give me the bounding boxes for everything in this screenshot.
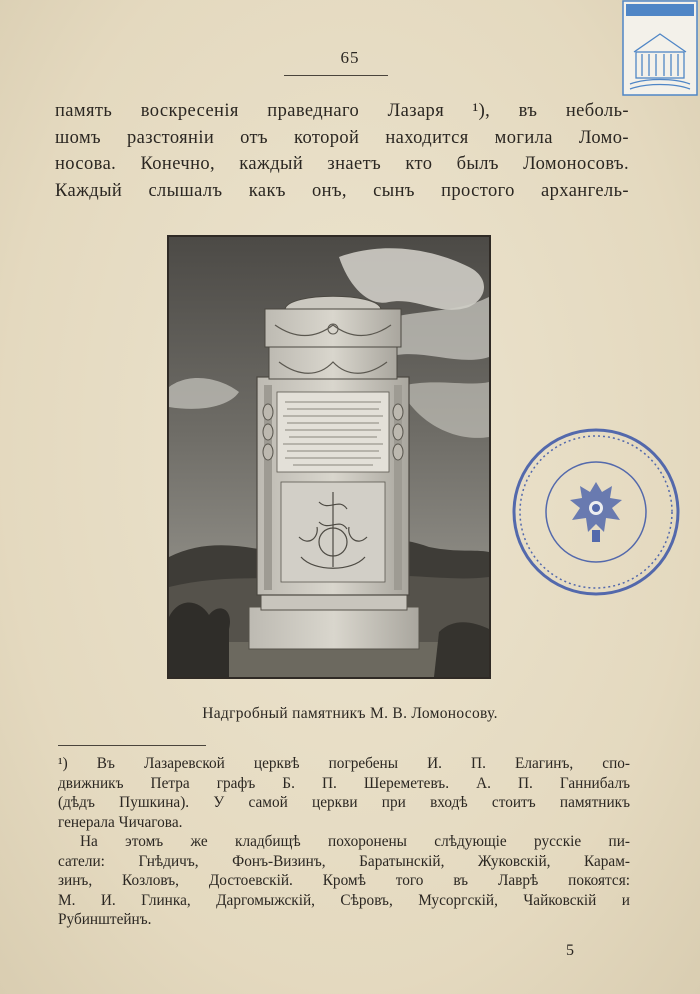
- footnote-paragraph: [58, 832, 630, 930]
- body-paragraph: [55, 98, 629, 204]
- institution-stamp: [510, 426, 682, 598]
- footnote-line: Рубинштейнъ.: [58, 911, 152, 928]
- body-line: Каждый слышалъ какъ онъ, сынъ простого архангель-: [55, 180, 629, 201]
- library-building-icon: [622, 0, 698, 96]
- header-rule: [284, 75, 388, 76]
- footnote-line: ¹) Въ Лазаревской церквѣ погребены И. П. Елагинъ, спо-: [58, 755, 630, 772]
- footnote-rule: [58, 745, 206, 746]
- printer-signature-mark: 5: [566, 942, 574, 959]
- tombstone-illustration: [169, 237, 489, 677]
- monument-engraving: [167, 235, 491, 679]
- footnote-paragraph: [58, 754, 630, 832]
- footnote-line: На этомъ же кладбищѣ похоронены слѣдующіе русскіе пи-: [80, 833, 630, 850]
- footnote-line: сатели: Гнѣдичъ, Фонъ-Визинъ, Баратынскій, Жуковскій, Карам-: [58, 852, 630, 870]
- body-line: память воскресенія праведнаго Лазаря ¹), въ неболь-: [55, 101, 629, 121]
- page-number: 65: [340, 48, 360, 67]
- eagle-seal-icon: [510, 426, 682, 598]
- footnote-line: зинъ, Козловъ, Достоевскій. Кромѣ того въ Лаврѣ покоятся:: [58, 872, 630, 889]
- body-line: носова. Конечно, каждый знаетъ кто былъ Ломоносовъ.: [55, 154, 629, 174]
- footnote-line: движникъ Петра графъ Б. П. Шереметевъ. А. П. Ганнибалъ: [58, 774, 630, 792]
- footnote-line: генерала Чичагова.: [58, 813, 183, 831]
- footnote-line: (дѣдъ Пушкина). У самой церкви при входѣ стоитъ памятникъ: [58, 794, 630, 811]
- figure-caption: Надгробный памятникъ М. В. Ломоносову.: [202, 705, 498, 722]
- footnote-line: М. И. Глинка, Даргомыжскій, Сѣровъ, Мусоргскій, Чайковскій и: [58, 891, 630, 909]
- library-logo: [622, 0, 698, 96]
- body-line: шомъ разстояніи отъ которой находится могила Ломо-: [55, 127, 629, 148]
- footnote: [58, 754, 630, 930]
